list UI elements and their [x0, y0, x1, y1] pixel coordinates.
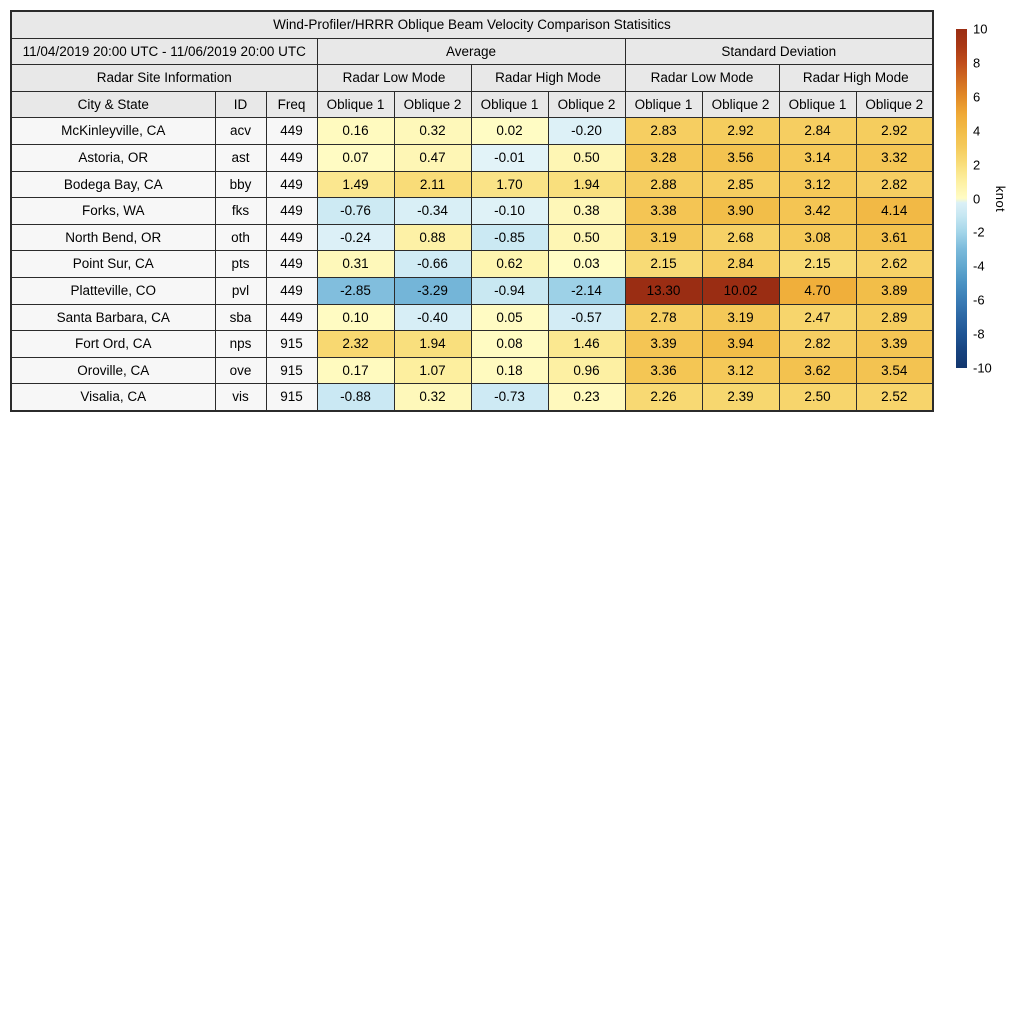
value-cell: 4.14 — [856, 198, 933, 225]
value-cell: 2.68 — [702, 224, 779, 251]
value-cell: 2.89 — [856, 304, 933, 331]
table-row — [11, 224, 933, 251]
table-body — [11, 118, 933, 411]
value-cell: -0.34 — [394, 198, 471, 225]
value-cell: -0.66 — [394, 251, 471, 278]
city-cell: Oroville, CA — [11, 357, 215, 384]
value-cell: 2.47 — [779, 304, 856, 331]
value-cell: 1.07 — [394, 357, 471, 384]
city-cell: Forks, WA — [11, 198, 215, 225]
freq-cell: 449 — [266, 118, 317, 145]
site-id-cell: fks — [215, 198, 266, 225]
table-title: Wind-Profiler/HRRR Oblique Beam Velocity Comparison Statisitics — [11, 11, 933, 38]
value-cell: 0.38 — [548, 198, 625, 225]
value-cell: 2.82 — [856, 171, 933, 198]
colorbar-tick: 6 — [973, 89, 981, 105]
value-cell: 3.54 — [856, 357, 933, 384]
colorbar-unit-label: knot — [993, 185, 1008, 212]
freq-cell: 449 — [266, 144, 317, 171]
freq-cell: 915 — [266, 331, 317, 358]
value-cell: 3.56 — [702, 144, 779, 171]
column-header-row — [11, 91, 933, 118]
value-cell: 0.31 — [317, 251, 394, 278]
value-cell: 0.96 — [548, 357, 625, 384]
value-cell: 2.83 — [625, 118, 702, 145]
value-cell: 2.26 — [625, 384, 702, 411]
colorbar-tick: 2 — [973, 157, 981, 173]
value-cell: 1.94 — [394, 331, 471, 358]
value-cell: 2.82 — [779, 331, 856, 358]
value-cell: 0.32 — [394, 118, 471, 145]
value-cell: 3.08 — [779, 224, 856, 251]
colorbar-tick: -2 — [973, 224, 985, 240]
table-row — [11, 251, 933, 278]
value-cell: 2.84 — [779, 118, 856, 145]
value-cell: 3.28 — [625, 144, 702, 171]
value-cell: 3.36 — [625, 357, 702, 384]
value-cell: 0.47 — [394, 144, 471, 171]
city-cell: Point Sur, CA — [11, 251, 215, 278]
value-cell: 1.70 — [471, 171, 548, 198]
value-cell: 0.62 — [471, 251, 548, 278]
column-header-oblique: Oblique 1 — [471, 91, 548, 118]
column-header-oblique: Oblique 1 — [317, 91, 394, 118]
value-cell: 3.39 — [856, 331, 933, 358]
value-cell: -0.76 — [317, 198, 394, 225]
site-id-cell: nps — [215, 331, 266, 358]
value-cell: -0.24 — [317, 224, 394, 251]
mode-header-sd-low: Radar Low Mode — [625, 65, 779, 92]
value-cell: -0.40 — [394, 304, 471, 331]
colorbar-gradient — [956, 29, 967, 368]
value-cell: 0.02 — [471, 118, 548, 145]
value-cell: 1.49 — [317, 171, 394, 198]
value-cell: 3.61 — [856, 224, 933, 251]
city-cell: North Bend, OR — [11, 224, 215, 251]
value-cell: 0.17 — [317, 357, 394, 384]
mode-header-avg-high: Radar High Mode — [471, 65, 625, 92]
site-id-cell: sba — [215, 304, 266, 331]
site-id-cell: ast — [215, 144, 266, 171]
site-id-cell: pts — [215, 251, 266, 278]
site-id-cell: acv — [215, 118, 266, 145]
value-cell: 2.50 — [779, 384, 856, 411]
value-cell: -0.57 — [548, 304, 625, 331]
value-cell: 0.32 — [394, 384, 471, 411]
colorbar-tick: 4 — [973, 123, 981, 139]
value-cell: -0.10 — [471, 198, 548, 225]
colorbar-tick: -10 — [973, 360, 992, 376]
value-cell: -0.85 — [471, 224, 548, 251]
value-cell: 0.05 — [471, 304, 548, 331]
group-header-standard-deviation: Standard Deviation — [625, 38, 933, 65]
city-cell: Astoria, OR — [11, 144, 215, 171]
value-cell: -2.85 — [317, 277, 394, 304]
mode-header-avg-low: Radar Low Mode — [317, 65, 471, 92]
value-cell: -2.14 — [548, 277, 625, 304]
value-cell: 2.88 — [625, 171, 702, 198]
value-cell: 13.30 — [625, 277, 702, 304]
site-id-cell: ove — [215, 357, 266, 384]
value-cell: 0.10 — [317, 304, 394, 331]
value-cell: -0.20 — [548, 118, 625, 145]
value-cell: 2.85 — [702, 171, 779, 198]
comparison-table — [10, 10, 934, 412]
value-cell: 3.90 — [702, 198, 779, 225]
table-row — [11, 357, 933, 384]
value-cell: 2.15 — [779, 251, 856, 278]
value-cell: 0.08 — [471, 331, 548, 358]
value-cell: 3.94 — [702, 331, 779, 358]
value-cell: 2.92 — [702, 118, 779, 145]
table-row — [11, 171, 933, 198]
city-cell: Fort Ord, CA — [11, 331, 215, 358]
column-header-oblique: Oblique 2 — [856, 91, 933, 118]
city-cell: McKinleyville, CA — [11, 118, 215, 145]
column-header-oblique: Oblique 2 — [702, 91, 779, 118]
freq-cell: 449 — [266, 198, 317, 225]
value-cell: 3.42 — [779, 198, 856, 225]
value-cell: 1.94 — [548, 171, 625, 198]
value-cell: 0.88 — [394, 224, 471, 251]
value-cell: 2.39 — [702, 384, 779, 411]
column-header-freq: Freq — [266, 91, 317, 118]
freq-cell: 915 — [266, 384, 317, 411]
value-cell: 2.62 — [856, 251, 933, 278]
value-cell: 3.89 — [856, 277, 933, 304]
site-id-cell: oth — [215, 224, 266, 251]
colorbar-tick: 0 — [973, 191, 981, 206]
value-cell: -3.29 — [394, 277, 471, 304]
table-row — [11, 304, 933, 331]
value-cell: 0.16 — [317, 118, 394, 145]
value-cell: 3.12 — [779, 171, 856, 198]
city-cell: Santa Barbara, CA — [11, 304, 215, 331]
freq-cell: 915 — [266, 357, 317, 384]
value-cell: -0.88 — [317, 384, 394, 411]
date-range: 11/04/2019 20:00 UTC - 11/06/2019 20:00 UTC — [11, 38, 317, 65]
value-cell: -0.73 — [471, 384, 548, 411]
value-cell: 2.52 — [856, 384, 933, 411]
city-cell: Bodega Bay, CA — [11, 171, 215, 198]
value-cell: 1.46 — [548, 331, 625, 358]
table-row — [11, 384, 933, 411]
mode-header-sd-high: Radar High Mode — [779, 65, 933, 92]
colorbar-tick: 8 — [973, 55, 981, 71]
value-cell: -0.94 — [471, 277, 548, 304]
group-header-row — [11, 38, 933, 65]
mode-header-row — [11, 65, 933, 92]
value-cell: 3.32 — [856, 144, 933, 171]
freq-cell: 449 — [266, 171, 317, 198]
value-cell: 0.50 — [548, 144, 625, 171]
colorbar — [946, 21, 1024, 376]
table-row — [11, 144, 933, 171]
value-cell: 3.14 — [779, 144, 856, 171]
value-cell: 3.12 — [702, 357, 779, 384]
site-info-header: Radar Site Information — [11, 65, 317, 92]
freq-cell: 449 — [266, 251, 317, 278]
city-cell: Visalia, CA — [11, 384, 215, 411]
value-cell: 0.03 — [548, 251, 625, 278]
value-cell: 3.38 — [625, 198, 702, 225]
column-header-oblique: Oblique 2 — [548, 91, 625, 118]
value-cell: 3.19 — [625, 224, 702, 251]
value-cell: 0.07 — [317, 144, 394, 171]
value-cell: 2.11 — [394, 171, 471, 198]
table-row — [11, 198, 933, 225]
value-cell: 2.32 — [317, 331, 394, 358]
column-header-city-state: City & State — [11, 91, 215, 118]
colorbar-tick: 10 — [973, 21, 988, 37]
city-cell: Platteville, CO — [11, 277, 215, 304]
colorbar-tick: -6 — [973, 292, 985, 308]
column-header-id: ID — [215, 91, 266, 118]
column-header-oblique: Oblique 1 — [779, 91, 856, 118]
value-cell: 2.92 — [856, 118, 933, 145]
value-cell: 2.84 — [702, 251, 779, 278]
site-id-cell: pvl — [215, 277, 266, 304]
value-cell: 3.62 — [779, 357, 856, 384]
value-cell: 3.39 — [625, 331, 702, 358]
table-row — [11, 277, 933, 304]
site-id-cell: vis — [215, 384, 266, 411]
colorbar-tick: -4 — [973, 258, 985, 274]
value-cell: 2.78 — [625, 304, 702, 331]
freq-cell: 449 — [266, 277, 317, 304]
freq-cell: 449 — [266, 304, 317, 331]
value-cell: 2.15 — [625, 251, 702, 278]
value-cell: 0.50 — [548, 224, 625, 251]
freq-cell: 449 — [266, 224, 317, 251]
value-cell: 10.02 — [702, 277, 779, 304]
table-row — [11, 118, 933, 145]
column-header-oblique: Oblique 1 — [625, 91, 702, 118]
column-header-oblique: Oblique 2 — [394, 91, 471, 118]
value-cell: 3.19 — [702, 304, 779, 331]
value-cell: -0.01 — [471, 144, 548, 171]
value-cell: 0.23 — [548, 384, 625, 411]
site-id-cell: bby — [215, 171, 266, 198]
value-cell: 0.18 — [471, 357, 548, 384]
title-row — [11, 11, 933, 38]
value-cell: 4.70 — [779, 277, 856, 304]
colorbar-tick: -8 — [973, 326, 985, 342]
table-row — [11, 331, 933, 358]
group-header-average: Average — [317, 38, 625, 65]
